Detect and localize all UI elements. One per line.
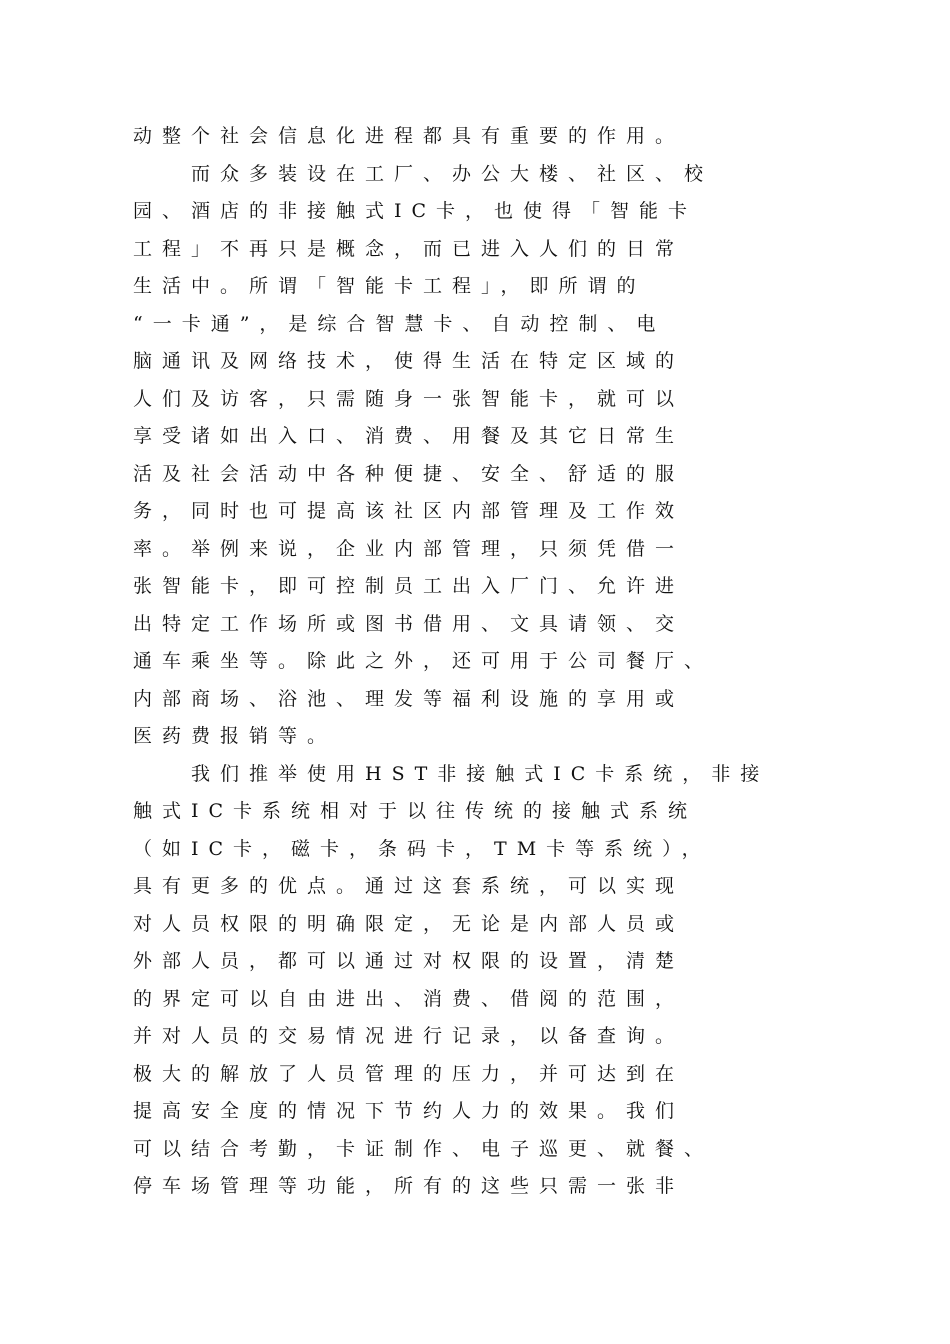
text-line: 务，同时也可提高该社区内部管理及工作效 <box>133 500 685 522</box>
text-line: 工程」不再只是概念，而已进入人们的日常 <box>133 237 685 260</box>
text-line: 并对人员的交易情况进行记录，以备查询。 <box>133 1025 685 1047</box>
text-line: 张智能卡，即可控制员工出入厂门、允许进 <box>133 575 685 597</box>
text-line: 的界定可以自由进出、消费、借阅的范围， <box>133 987 685 1010</box>
text-line: 活及社会活动中各种便捷、安全、舒适的服 <box>133 462 685 485</box>
text-line: 内部商场、浴池、理发等福利设施的享用或 <box>133 687 685 710</box>
text-line: 而众多装设在工厂、办公大楼、社区、校 <box>133 162 714 185</box>
text-line: 生活中。所谓「智能卡工程」，即所谓的 <box>133 275 646 297</box>
text-line: 极大的解放了人员管理的压力，并可达到在 <box>133 1062 685 1085</box>
text-line: 外部人员，都可以通过对权限的设置，清楚 <box>133 950 685 972</box>
text-line: 对人员权限的明确限定，无论是内部人员或 <box>133 912 685 935</box>
body-text <box>133 118 833 1206</box>
text-line: 人们及访客，只需随身一张智能卡，就可以 <box>133 387 685 410</box>
text-line: 出特定工作场所或图书借用、文具请领、交 <box>133 612 685 635</box>
text-line: 触式IC卡系统相对于以往传统的接触式系统 <box>133 800 698 822</box>
text-line: 享受诸如出入口、消费、用餐及其它日常生 <box>133 425 685 447</box>
text-line: 动整个社会信息化进程都具有重要的作用。 <box>133 125 685 147</box>
text-line: （如IC卡，磁卡，条码卡，TM卡等系统）， <box>133 837 711 860</box>
text-line: 停车场管理等功能，所有的这些只需一张非 <box>133 1175 685 1197</box>
text-line: 脑通讯及网络技术，使得生活在特定区域的 <box>133 350 685 372</box>
text-line: 具有更多的优点。通过这套系统，可以实现 <box>133 875 685 897</box>
text-line: 通车乘坐等。除此之外，还可用于公司餐厅、 <box>133 650 714 672</box>
text-line: 医药费报销等。 <box>133 725 337 747</box>
text-line: 提高安全度的情况下节约人力的效果。我们 <box>133 1100 685 1122</box>
text-line: 率。举例来说，企业内部管理，只须凭借一 <box>133 537 685 560</box>
text-line: 园、酒店的非接触式IC卡，也使得「智能卡 <box>133 200 698 222</box>
text-line: “一卡通”，是综合智慧卡、自动控制、电 <box>133 312 666 335</box>
text-line: 可以结合考勤，卡证制作、电子巡更、就餐、 <box>133 1137 714 1160</box>
text-line: 我们推举使用HST非接触式IC卡系统，非接 <box>133 762 770 785</box>
